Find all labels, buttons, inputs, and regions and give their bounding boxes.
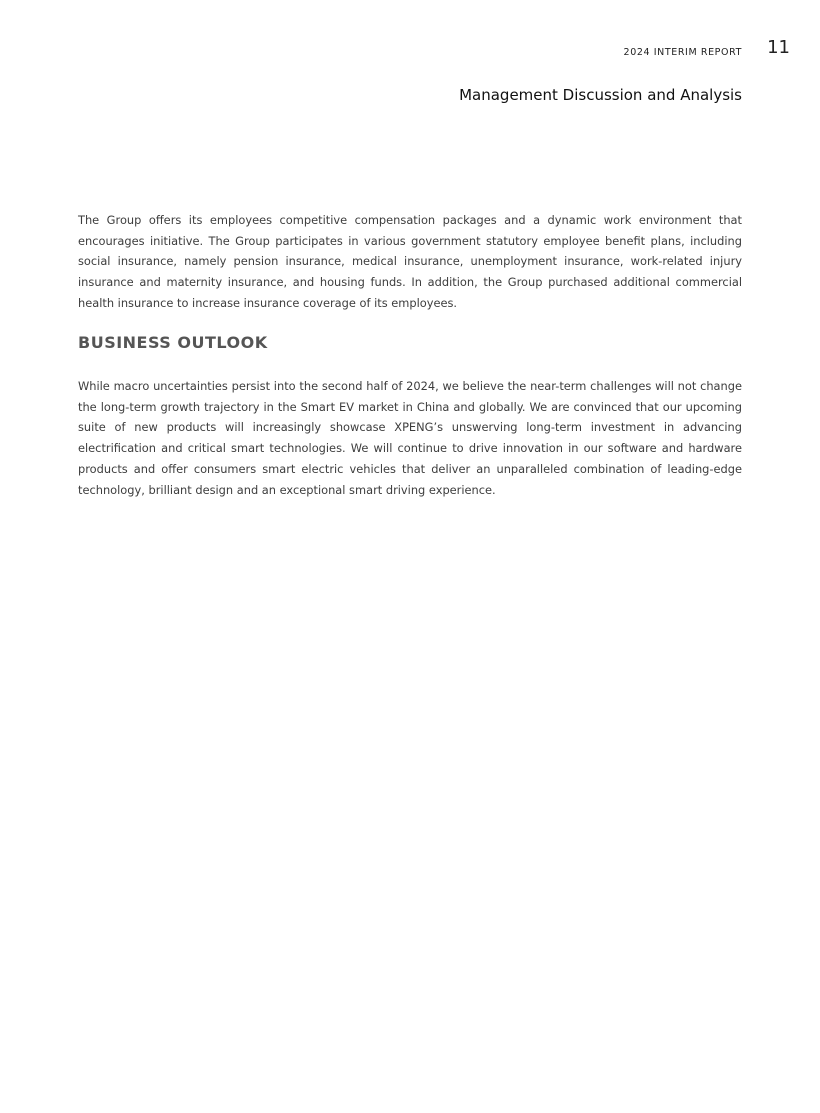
report-label: 2024 INTERIM REPORT: [623, 47, 742, 58]
employees-paragraph: The Group offers its employees competitive compensation packages and a dynamic work environment that encourages initiative. The Group participates in various government statutory employee benefit plans, including social insurance, namely pension insurance, medical insurance, unemployment insurance, work-related injury insurance and maternity insurance, and housing funds. In addition, the Group purchased additional commercial health insurance to increase insurance coverage of its employees.: [78, 213, 742, 310]
business-outlook-heading: BUSINESS OUTLOOK: [78, 333, 268, 352]
section-title: Management Discussion and Analysis: [459, 86, 742, 104]
page-number: 11: [767, 37, 790, 58]
business-outlook-paragraph: While macro uncertainties persist into the second half of 2024, we believe the near-term challenges will not change the long-term growth trajectory in the Smart EV market in China and globally. We are convinced that our upcoming suite of new products will increasingly showcase XPENG’s unswerving long-term investment in advancing electrification and critical smart technologies. We will continue to drive innovation in our software and hardware products and offer consumers smart electric vehicles that deliver an unparalleled combination of leading-edge technology, brilliant design and an exceptional smart driving experience.: [78, 379, 742, 497]
